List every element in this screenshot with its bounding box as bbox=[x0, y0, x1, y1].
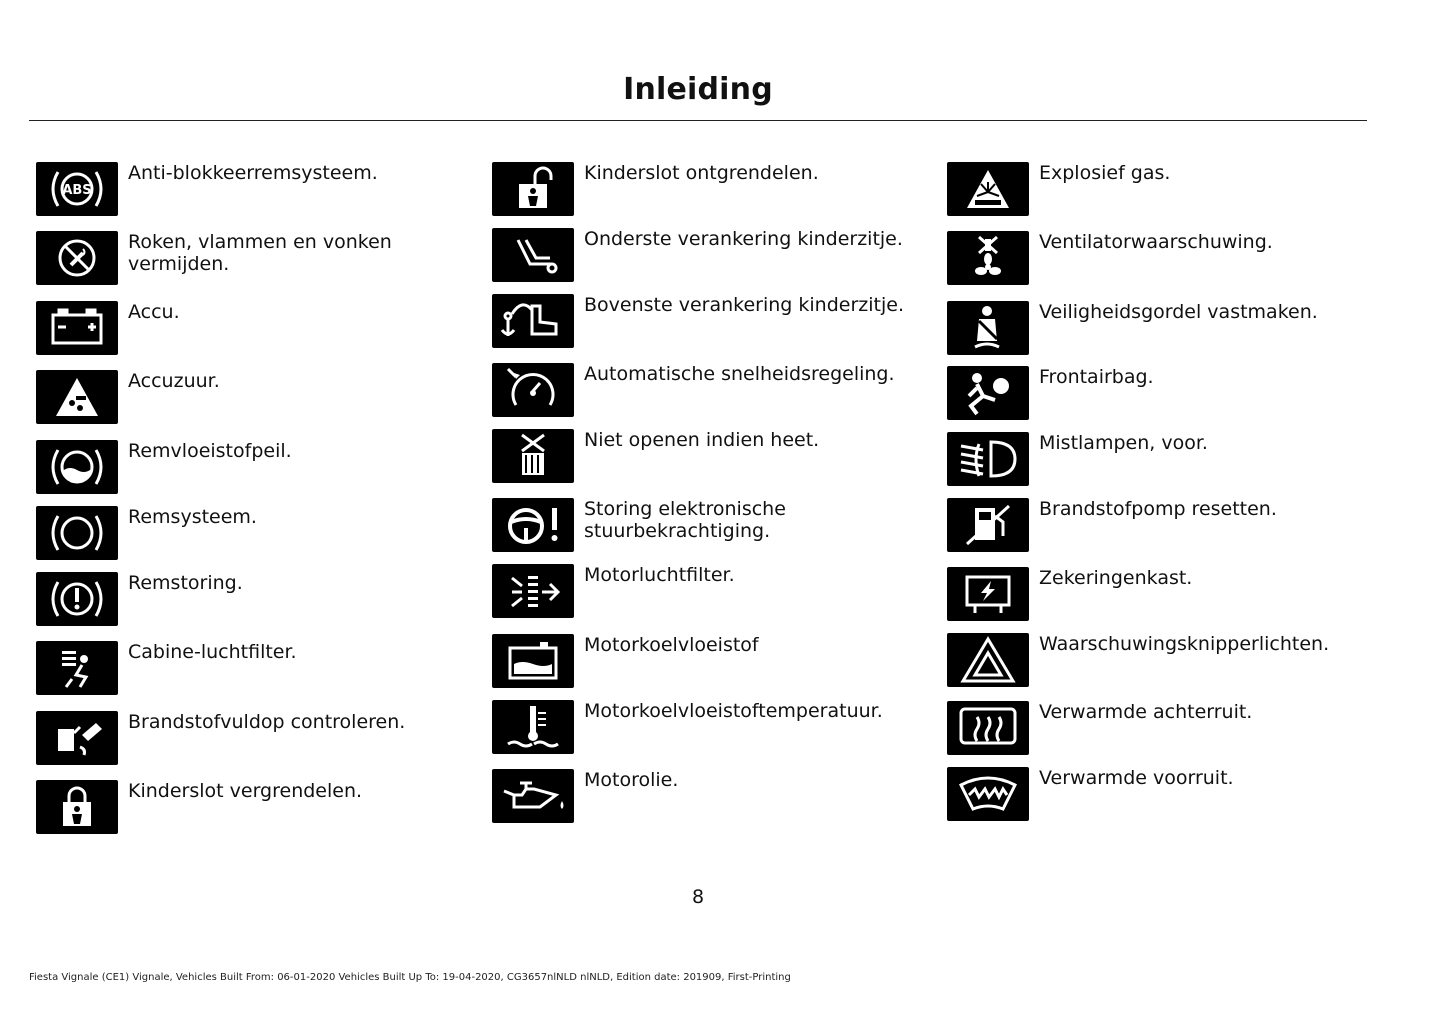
symbol-label: Zekeringenkast. bbox=[1039, 567, 1193, 589]
child-seat-lower-anchor-icon bbox=[492, 228, 574, 282]
hazard-lights-icon bbox=[947, 633, 1029, 687]
coolant-temperature-icon bbox=[492, 700, 574, 754]
symbol-label: Storing elektronische stuurbekrachtiging. bbox=[584, 498, 786, 542]
explosive-gas-icon bbox=[947, 162, 1029, 216]
symbol-label: Motorkoelvloeistoftemperatuur. bbox=[584, 700, 883, 722]
cabin-air-filter-icon bbox=[36, 641, 118, 695]
do-not-open-hot-icon bbox=[492, 429, 574, 483]
battery-acid-icon bbox=[36, 370, 118, 424]
symbol-label: Explosief gas. bbox=[1039, 162, 1171, 184]
heated-rear-window-icon bbox=[947, 701, 1029, 755]
symbol-label: Motorolie. bbox=[584, 769, 679, 791]
symbol-label: Frontairbag. bbox=[1039, 366, 1154, 388]
abs-icon bbox=[36, 162, 118, 216]
heated-windscreen-icon bbox=[947, 767, 1029, 821]
symbol-label: Automatische snelheidsregeling. bbox=[584, 363, 895, 385]
symbol-label: Anti-blokkeerremsysteem. bbox=[128, 162, 378, 184]
brake-warning-icon bbox=[36, 572, 118, 626]
child-seat-top-anchor-icon bbox=[492, 294, 574, 348]
child-unlock-icon bbox=[492, 162, 574, 216]
symbol-label: Motorluchtfilter. bbox=[584, 564, 735, 586]
symbol-label: Remvloeistofpeil. bbox=[128, 440, 292, 462]
page-number: 8 bbox=[691, 886, 705, 908]
front-fog-lamp-icon bbox=[947, 432, 1029, 486]
symbol-label: Mistlampen, voor. bbox=[1039, 432, 1208, 454]
fuse-box-icon bbox=[947, 567, 1029, 621]
symbol-label: Onderste verankering kinderzitje. bbox=[584, 228, 903, 250]
steering-fault-icon bbox=[492, 498, 574, 552]
brake-fluid-icon bbox=[36, 440, 118, 494]
symbol-label: Ventilatorwaarschuwing. bbox=[1039, 231, 1273, 253]
header-rule bbox=[29, 120, 1367, 121]
engine-oil-icon bbox=[492, 769, 574, 823]
no-smoking-icon bbox=[36, 231, 118, 285]
symbol-label: Cabine-luchtfilter. bbox=[128, 641, 297, 663]
fuel-cap-icon bbox=[36, 711, 118, 765]
symbol-label: Brandstofpomp resetten. bbox=[1039, 498, 1277, 520]
fan-warning-icon bbox=[947, 231, 1029, 285]
symbol-label: Niet openen indien heet. bbox=[584, 429, 820, 451]
symbol-label: Waarschuwingsknipperlichten. bbox=[1039, 633, 1330, 655]
seatbelt-icon bbox=[947, 301, 1029, 355]
symbol-label: Motorkoelvloeistof bbox=[584, 634, 759, 656]
symbol-label: Bovenste verankering kinderzitje. bbox=[584, 294, 904, 316]
page-title: Inleiding bbox=[623, 72, 773, 107]
brake-system-icon bbox=[36, 506, 118, 560]
engine-air-filter-icon bbox=[492, 564, 574, 618]
symbol-label: Remsysteem. bbox=[128, 506, 257, 528]
symbol-label: Kinderslot vergrendelen. bbox=[128, 780, 363, 802]
symbol-label: Verwarmde achterruit. bbox=[1039, 701, 1253, 723]
symbol-label: Accuzuur. bbox=[128, 370, 220, 392]
engine-coolant-icon bbox=[492, 634, 574, 688]
cruise-control-icon bbox=[492, 363, 574, 417]
symbol-label: Accu. bbox=[128, 301, 180, 323]
footer-text: Fiesta Vignale (CE1) Vignale, Vehicles Built From: 06-01-2020 Vehicles Built Up To: 19-04-2020, CG3657nlNLD nlNLD, Edition date: 201909, First-Printing bbox=[29, 972, 791, 983]
symbol-label: Roken, vlammen en vonken vermijden. bbox=[128, 231, 392, 275]
child-lock-icon bbox=[36, 780, 118, 834]
symbol-label: Brandstofvuldop controleren. bbox=[128, 711, 406, 733]
symbol-label: Verwarmde voorruit. bbox=[1039, 767, 1234, 789]
battery-icon bbox=[36, 301, 118, 355]
airbag-icon bbox=[947, 366, 1029, 420]
symbol-label: Remstoring. bbox=[128, 572, 243, 594]
symbol-label: Veiligheidsgordel vastmaken. bbox=[1039, 301, 1318, 323]
svg-text:ABS: ABS bbox=[62, 183, 92, 198]
fuel-pump-reset-icon bbox=[947, 498, 1029, 552]
symbol-label: Kinderslot ontgrendelen. bbox=[584, 162, 819, 184]
